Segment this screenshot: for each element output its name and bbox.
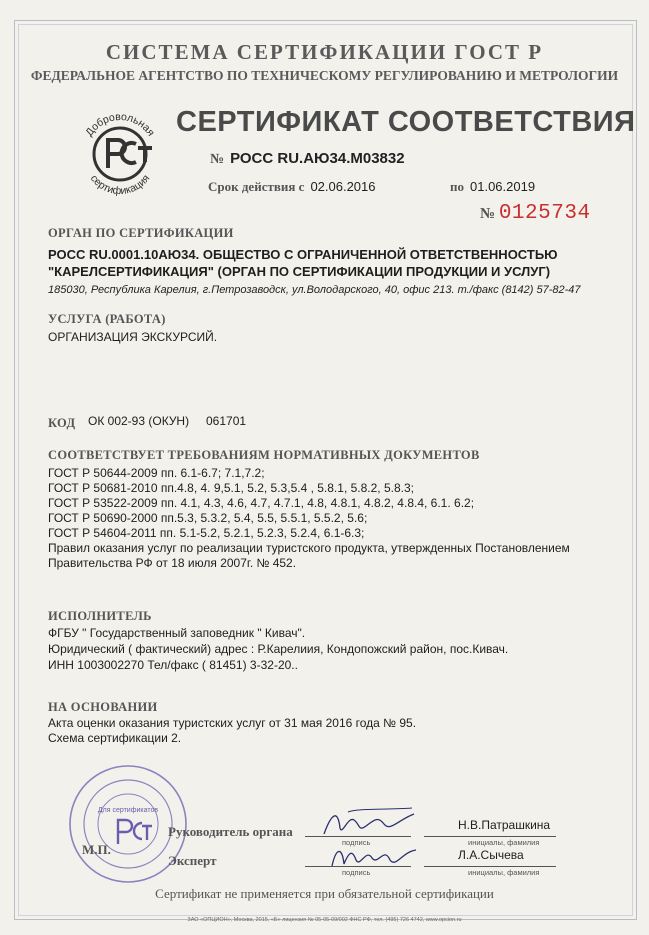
- expert-sign-caption: подпись: [342, 868, 371, 877]
- validity-from: [208, 179, 382, 195]
- executor-line: Юридический ( фактический) адрес : Р.Карелиия, Кондопожский район, пос.Кивач.: [48, 642, 509, 656]
- certification-body-line1: РОСС RU.0001.10АЮ34. ОБЩЕСТВО С ОГРАНИЧЕННОЙ ОТВЕТСТВЕННОСТЬЮ: [48, 247, 558, 262]
- conformity-line: ГОСТ Р 50681-2010 пп.4.8, 4. 9,5.1, 5.2, 5.3,5.4 , 5.8.1, 5.8.2, 5.8.3;: [48, 481, 414, 495]
- mp-label: М.П.: [82, 842, 111, 857]
- certification-body-address: 185030, Республика Карелия, г.Петрозаводск, ул.Володарского, 40, офис 213. т./факс (8142) 57-82-47: [48, 284, 581, 296]
- head-name-line: [424, 836, 556, 837]
- conformity-line: Правительства РФ от 18 июля 2007г. № 452.: [48, 556, 297, 570]
- blank-value: 0125734: [498, 202, 591, 225]
- agency-heading: ФЕДЕРАЛЬНОЕ АГЕНТСТВО ПО ТЕХНИЧЕСКОМУ РЕГУЛИРОВАНИЮ И МЕТРОЛОГИИ: [30, 68, 619, 83]
- head-sign-caption: подпись: [342, 838, 371, 847]
- executor-heading: ИСПОЛНИТЕЛЬ: [48, 609, 152, 623]
- blank-number: [480, 202, 591, 225]
- logo-top-text: Добровольная: [83, 110, 157, 139]
- expert-label: Эксперт: [168, 853, 217, 868]
- certification-body-line2: "КАРЕЛСЕРТИФИКАЦИЯ" (ОРГАН ПО СЕРТИФИКАЦИИ ПРОДУКЦИИ И УСЛУГ): [48, 264, 551, 279]
- validity-to-label: по: [450, 179, 464, 194]
- validity-from-date: 02.06.2016: [310, 179, 376, 194]
- code-label: КОД: [48, 416, 76, 430]
- conformity-line: ГОСТ Р 50644-2009 пп. 6.1-6.7; 7.1,7.2;: [48, 466, 265, 480]
- validity-to-date: 01.06.2019: [470, 179, 536, 194]
- conformity-line: ГОСТ Р 54604-2011 пп. 5.1-5.2, 5.2.1, 5.2.3, 5.2.4, 6.1-6.3;: [48, 526, 365, 540]
- executor-line: ФГБУ " Государственный заповедник " Кивач".: [48, 626, 306, 640]
- expert-name: Л.А.Сычева: [458, 848, 524, 862]
- validity-from-label: с: [298, 179, 305, 194]
- logo-bottom-text: сертификация: [87, 172, 153, 198]
- certification-body-heading: ОРГАН ПО СЕРТИФИКАЦИИ: [48, 226, 234, 240]
- certificate-title: СЕРТИФИКАТ СООТВЕТСТВИЯ: [176, 106, 636, 138]
- expert-signature-icon: [326, 840, 422, 872]
- conformity-line: ГОСТ Р 53522-2009 пп. 4.1, 4.3, 4.6, 4.7, 4.7.1, 4.8, 4.8.1, 4.8.2, 4.8.4, 6.1. 6.2;: [48, 496, 475, 510]
- svg-text:сертификация: [88, 173, 153, 198]
- basis-line: Акта оценки оказания туристских услуг от 31 мая 2016 года № 95.: [48, 716, 417, 730]
- basis-heading: НА ОСНОВАНИИ: [48, 700, 158, 714]
- head-signature-icon: [318, 806, 422, 840]
- head-label: Руководитель органа: [168, 824, 293, 839]
- svg-text:Добровольная: [83, 111, 157, 139]
- registration-value: РОСС RU.АЮ34.М03832: [230, 150, 405, 167]
- rst-logo-icon: [72, 104, 168, 200]
- service-heading: УСЛУГА (РАБОТА): [48, 312, 166, 326]
- code-classifier: ОК 002-93 (ОКУН): [88, 414, 190, 428]
- executor-line: ИНН 1003002270 Тел/факс ( 81451) 3-32-20..: [48, 658, 298, 672]
- registration-number: [210, 150, 405, 168]
- conformity-heading: СООТВЕТСТВУЕТ ТРЕБОВАНИЯМ НОРМАТИВНЫХ ДОКУМЕНТОВ: [48, 448, 480, 462]
- system-heading: СИСТЕМА СЕРТИФИКАЦИИ ГОСТ Р: [105, 40, 544, 64]
- code-value: 061701: [206, 414, 247, 428]
- head-name: Н.В.Патрашкина: [458, 818, 551, 832]
- blank-label: №: [480, 206, 496, 222]
- conformity-line: ГОСТ Р 50690-2000 пп.5.3, 5.3.2, 5.4, 5.5, 5.5.1, 5.5.2, 5.6;: [48, 511, 368, 525]
- registration-label: №: [210, 152, 225, 167]
- conformity-line: Правил оказания услуг по реализации туристского продукта, утвержденных Постановлением: [48, 541, 570, 555]
- stamp-text: Для сертификатов: [97, 807, 159, 814]
- expert-name-line: [424, 866, 556, 867]
- footer-note: Сертификат не применяется при обязательной сертификации: [155, 886, 494, 901]
- validity-to: [450, 179, 535, 195]
- expert-name-caption: инициалы, фамилия: [468, 868, 540, 877]
- head-name-caption: инициалы, фамилия: [468, 838, 540, 847]
- validity-label: Срок действия: [208, 179, 296, 194]
- printer-imprint: ЗАО «ОПЦИОН», Москва, 2015, «Б» лицензия № 05-05-09/002 ФНС РФ, тел. (495) 726 4742, www.opcion.ru: [187, 917, 462, 923]
- basis-line: Схема сертификации 2.: [48, 731, 182, 745]
- service-value: ОРГАНИЗАЦИЯ ЭКСКУРСИЙ.: [48, 330, 218, 344]
